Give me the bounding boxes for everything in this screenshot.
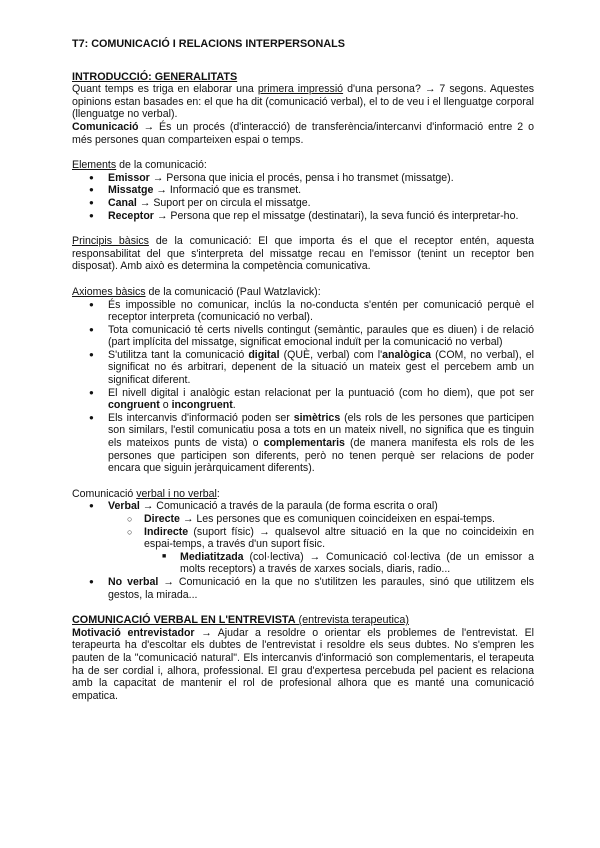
list-item: ● Missatge → Informació que es transmet.: [72, 184, 534, 197]
indirecte-sublist: [144, 551, 534, 576]
list-item: ○ Directe → Les persones que es comuniquen coincideixen en espai-temps.: [108, 513, 534, 526]
list-item: ● Emissor → Persona que inicia el procés, pensa i ho transmet (missatge).: [72, 172, 534, 185]
list-item: ● Verbal → Comunicació a través de la paraula (de forma escrita o oral) ○ Directe → Les persones que es comuniquen coincideixen en espai-temps. ○ Indirecte (suport físic) → qualsevol altre situació en la que no coincideixin en espai-temps, a través d'un suport físic. ■ Mediatitzada (col·lectiva) → Comunicació col·lectiva (de un emissor a molts receptors) a través de xarxes socials, diaris, radio...: [72, 500, 534, 576]
principis-paragraph: Principis bàsics de la comunicació: El que importa és el que el receptor entén, aquesta responsabilitat del que s'interpreta del missatge recau en l'emissor (tenint un receptor ben disposat). Amb això es determina la competència comunicativa.: [72, 235, 534, 273]
list-item: ○ Indirecte (suport físic) → qualsevol altre situació en la que no coincideixin en espai-temps, a través d'un suport físic. ■ Mediatitzada (col·lectiva) → Comunicació col·lectiva (de un emissor a molts receptors) a través de xarxes socials, diaris, radio...: [108, 526, 534, 576]
list-item: ■ Mediatitzada (col·lectiva) → Comunicació col·lectiva (de un emissor a molts receptors) a través de xarxes socials, diaris, radio...: [144, 551, 534, 576]
list-item: ● Els intercanvis d'informació poden ser simètrics (els rols de les persones que participen son similars, l'estil comunicatiu posa a tots en un mateix nivell, no significa que es tinguin els mateixos punts de vista) o complementaris (de manera manifesta els rols de les persones que participen son diferents, però no tenen perquè ser relacions de poder encara que siguin jeràrquicament diferents).: [72, 412, 534, 475]
list-item: ● S'utilitza tant la comunicació digital (QUÈ, verbal) com l'analògica (COM, no verbal), el significat no és arbitrari, depenent de la situació un mateix gest el percebem amb un significat diferent.: [72, 349, 534, 387]
elements-heading: Elements de la comunicació:: [72, 159, 207, 172]
axiomes-list: [72, 299, 534, 475]
entrevista-heading: COMUNICACIÓ VERBAL EN L'ENTREVISTA (entrevista terapeutica): [72, 614, 409, 627]
verbal-list: [72, 500, 534, 601]
document-page: [72, 38, 534, 702]
list-item: ● Receptor → Persona que rep el missatge (destinatari), la seva funció és interpretar-ho.: [72, 210, 534, 223]
page-title: T7: COMUNICACIÓ I RELACIONS INTERPERSONALS: [72, 38, 345, 50]
communication-definition: Comunicació → És un procés (d'interacció) de transferència/intercanvi d'informació entre 2 o més persones quan comparteixen espai o temps.: [72, 120, 534, 146]
list-item: ● El nivell digital i analògic estan relacionat per la puntuació (com ho diem), que pot ser congruent o incongruent.: [72, 387, 534, 412]
list-item: ● Canal → Suport per on circula el missatge.: [72, 197, 534, 210]
list-item: ● No verbal → Comunicació en la que no s'utilitzen les paraules, sinó que utilitzem els gestos, la mirada...: [72, 576, 534, 601]
verbal-heading: Comunicació verbal i no verbal:: [72, 487, 220, 500]
intro-paragraph: Quant temps es triga en elaborar una primera impressió d'una persona? → 7 segons. Aquestes opinions estan basades en: el que ha dit (comunicació verbal), el to de veu i el llenguatge corporal (llenguatge no verbal).: [72, 83, 535, 121]
verbal-sublist: [108, 513, 534, 576]
intro-heading: INTRODUCCIÓ: GENERALITATS: [72, 70, 238, 83]
list-item: ● És impossible no comunicar, inclús la no-conducta s'entén per comunicació perquè el receptor interpreta (comunicació no verbal).: [72, 299, 534, 324]
elements-list: [72, 172, 534, 222]
axiomes-heading: Axiomes bàsics de la comunicació (Paul Watzlavick):: [72, 285, 321, 298]
entrevista-paragraph: Motivació entrevistador → Ajudar a resoldre o orientar els problemes de l'entrevistat. El terapeurta ha d'escoltar els dubtes de l'entrevistat i resoldre els seus dubtes. No s'empren les pauten de la "comunicació natural". Els intercanvis d'informació son complementaris, el terapeuta ha de ser cordial i, alhora, professional. El grau d'expertesa percebuda pel pacient es relaciona amb la capacitat de mantenir el rol de profesional alhora que es manté una comunicació empatica.: [72, 626, 534, 702]
list-item: ● Tota comunicació té certs nivells contingut (semàntic, paraules que es diuen) i de relació (part implícita del missatge, significat emocional induït per la comunicació no verbal): [72, 324, 534, 349]
